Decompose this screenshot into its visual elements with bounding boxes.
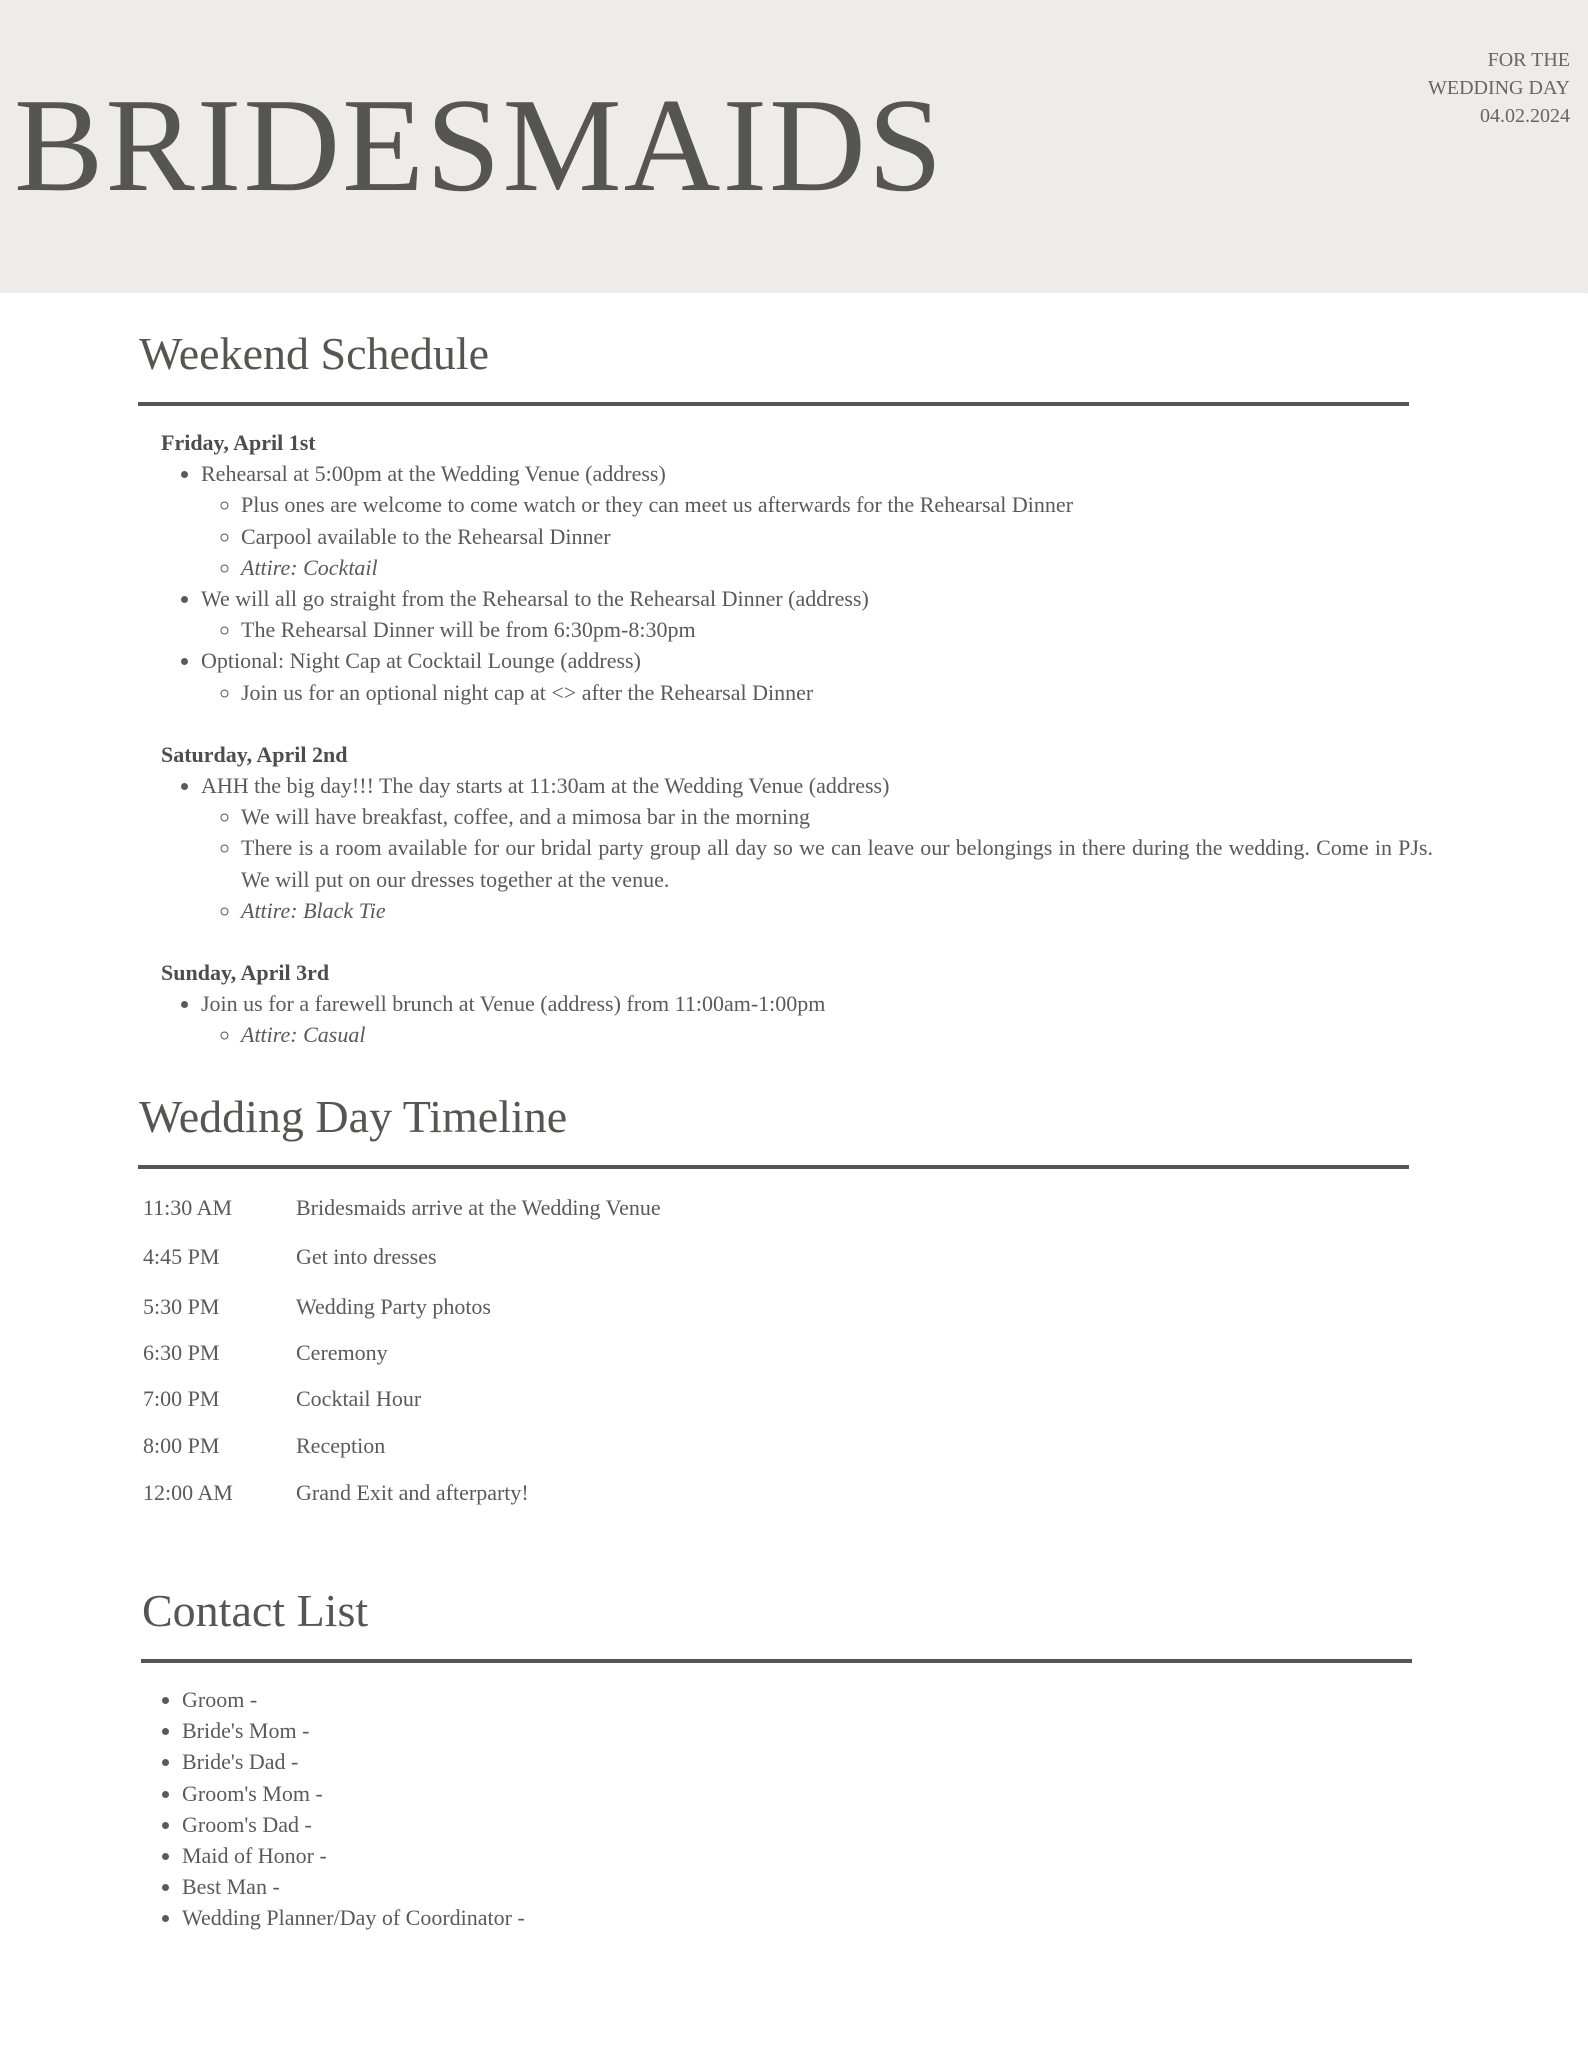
wedding-date-block — [1428, 46, 1570, 130]
timeline-heading: Wedding Day Timeline — [139, 1091, 568, 1142]
timeline-event: Bridesmaids arrive at the Wedding Venue — [296, 1195, 661, 1220]
contact-item: • Wedding Planner/Day of Coordinator - — [182, 1902, 525, 1933]
schedule-subitem: ◦ Plus ones are welcome to come watch or they can meet us afterwards for the Rehearsal Dinner — [241, 489, 1433, 520]
contact-item: • Groom's Mom - — [182, 1778, 525, 1809]
timeline-event: Grand Exit and afterparty! — [296, 1480, 529, 1505]
timeline-event: Reception — [296, 1433, 386, 1458]
timeline-time: 6:30 PM — [143, 1340, 220, 1365]
day-title: Saturday, April 2nd — [161, 741, 348, 767]
schedule-item: • We will all go straight from the Rehearsal to the Rehearsal Dinner (address) ◦ The Rehearsal Dinner will be from 6:30pm-8:30pm — [201, 583, 1433, 645]
day-sunday — [161, 957, 1433, 1051]
timeline-time: 12:00 AM — [143, 1480, 233, 1505]
section-divider — [138, 402, 1409, 406]
contact-item: • Bride's Dad - — [182, 1746, 525, 1777]
timeline-time: 4:45 PM — [143, 1244, 220, 1269]
day-title: Friday, April 1st — [161, 430, 316, 455]
timeline-time: 8:00 PM — [143, 1433, 220, 1458]
contact-item: • Bride's Mom - — [182, 1715, 525, 1746]
contact-list-heading: Contact List — [142, 1585, 369, 1636]
timeline-time: 11:30 AM — [143, 1195, 233, 1220]
timeline-time: 5:30 PM — [143, 1294, 220, 1319]
attire-note: ◦ Attire: Casual — [241, 1019, 1433, 1050]
contact-item: • Maid of Honor - — [182, 1840, 525, 1871]
section-divider — [138, 1165, 1409, 1169]
timeline-event: Cocktail Hour — [296, 1386, 422, 1411]
day-saturday — [161, 739, 1433, 926]
schedule-subitem: ◦ We will have breakfast, coffee, and a mimosa bar in the morning — [241, 801, 1433, 832]
schedule-item: • Rehearsal at 5:00pm at the Wedding Venue (address) ◦ Plus ones are welcome to come watch or they can meet us afterwards for the Rehearsal Dinner ◦ Carpool available to the Rehearsal Dinner ◦ Attire: Cocktail — [201, 458, 1433, 583]
section-divider — [141, 1659, 1412, 1663]
schedule-subitem: ◦ Carpool available to the Rehearsal Dinner — [241, 521, 1433, 552]
page-title: BRIDESMAIDS — [14, 71, 945, 219]
subtitle-line: FOR THE — [1487, 49, 1570, 71]
schedule-item: • AHH the big day!!! The day starts at 11:30am at the Wedding Venue (address) ◦ We will have breakfast, coffee, and a mimosa bar in the morning ◦ There is a room available for our bridal party group all day so we can leave our belongings in there during the wedding. Come in PJs. We will put on our dresses together at the venue. ◦ Attire: Black Tie — [201, 770, 1433, 926]
schedule-item: • Join us for a farewell brunch at Venue (address) from 11:00am-1:00pm ◦ Attire: Casual — [201, 988, 1433, 1050]
contact-item: • Groom - — [182, 1684, 525, 1715]
timeline-time: 7:00 PM — [143, 1386, 220, 1411]
wedding-date: 04.02.2024 — [1480, 105, 1570, 127]
attire-note: ◦ Attire: Cocktail — [241, 552, 1433, 583]
schedule-subitem: ◦ Join us for an optional night cap at <> after the Rehearsal Dinner — [241, 677, 1433, 708]
schedule-item: • Optional: Night Cap at Cocktail Lounge (address) ◦ Join us for an optional night cap at <> after the Rehearsal Dinner — [201, 645, 1433, 707]
day-friday — [161, 427, 1433, 708]
attire-note: ◦ Attire: Black Tie — [241, 895, 1433, 926]
schedule-subitem: ◦ The Rehearsal Dinner will be from 6:30pm-8:30pm — [241, 614, 1433, 645]
contact-list — [142, 1684, 525, 1934]
timeline-event: Wedding Party photos — [296, 1294, 491, 1319]
weekend-schedule — [161, 427, 1433, 1051]
subtitle-line: WEDDING DAY — [1427, 77, 1570, 99]
contact-item: • Groom's Dad - — [182, 1809, 525, 1840]
timeline-event: Get into dresses — [296, 1244, 437, 1269]
day-title: Sunday, April 3rd — [161, 960, 330, 986]
schedule-subitem: ◦ There is a room available for our bridal party group all day so we can leave our belongings in there during the wedding. Come in PJs. We will put on our dresses together at the venue. — [241, 832, 1433, 894]
weekend-schedule-heading: Weekend Schedule — [139, 328, 490, 379]
timeline-event: Ceremony — [296, 1340, 388, 1365]
contact-item: • Best Man - — [182, 1871, 525, 1902]
